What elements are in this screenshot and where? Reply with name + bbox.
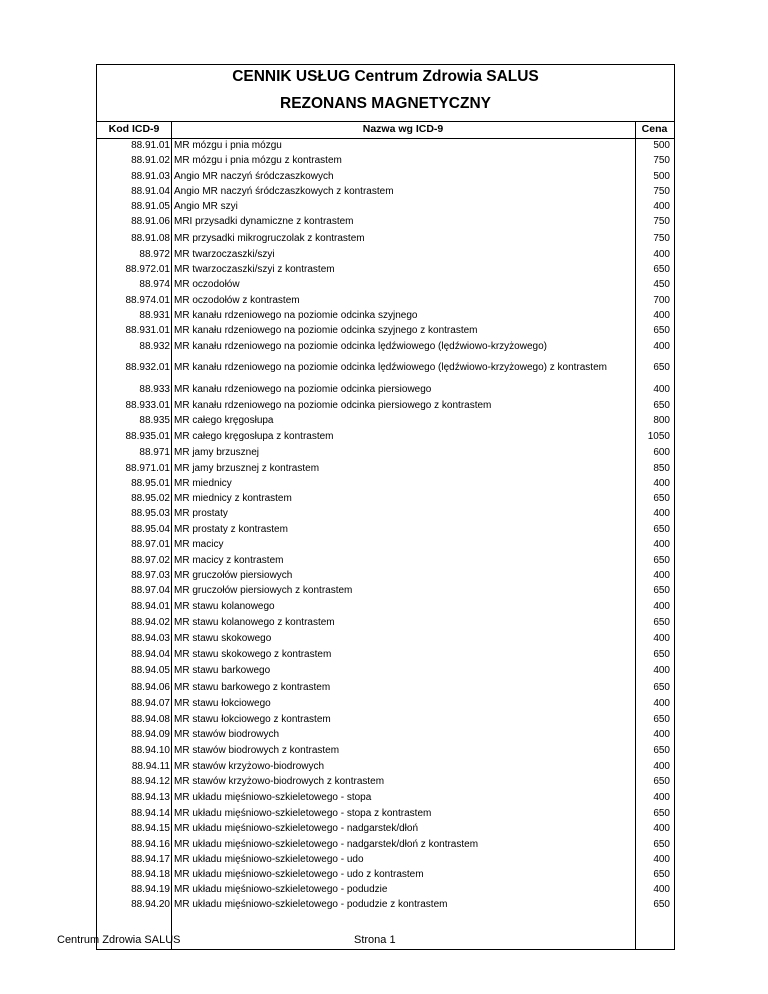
row-code: 88.932 <box>139 341 170 352</box>
row-name: MR układu mięśniowo-szkieletowego - udo <box>174 854 364 865</box>
table-row <box>97 598 674 615</box>
row-code: 88.94.10 <box>131 745 170 756</box>
row-code: 88.94.04 <box>131 649 170 660</box>
column-header-name: Nazwa wg ICD-9 <box>362 123 444 135</box>
row-price: 650 <box>653 899 670 910</box>
row-price: 500 <box>653 171 670 182</box>
table-row <box>97 184 674 199</box>
row-name: MR całego kręgosłupa z kontrastem <box>174 431 334 442</box>
row-name: MR stawu skokowego z kontrastem <box>174 649 332 660</box>
row-price: 400 <box>653 792 670 803</box>
table-row <box>97 355 674 381</box>
row-price: 400 <box>653 729 670 740</box>
page-subtitle: REZONANS MAGNETYCZNY <box>280 95 491 112</box>
row-name: MR całego kręgosłupa <box>174 415 274 426</box>
row-code: 88.91.06 <box>131 216 170 227</box>
row-name: MR kanału rdzeniowego na poziomie odcinka szyjnego z kontrastem <box>174 325 478 336</box>
row-code: 88.935 <box>139 415 170 426</box>
row-name: MR stawu łokciowego z kontrastem <box>174 714 331 725</box>
row-price: 400 <box>653 665 670 676</box>
row-name: MR prostaty <box>174 508 228 519</box>
header-divider <box>97 121 674 122</box>
row-name: MR stawu kolanowego <box>174 601 275 612</box>
table-row <box>97 727 674 743</box>
table-row <box>97 647 674 663</box>
row-name: Angio MR naczyń śródczaszkowych <box>174 171 334 182</box>
table-row <box>97 882 674 897</box>
row-code: 88.97.04 <box>131 585 170 596</box>
row-name: MR kanału rdzeniowego na poziomie odcinka piersiowego z kontrastem <box>174 400 492 411</box>
row-code: 88.94.20 <box>131 899 170 910</box>
table-row <box>97 139 674 153</box>
row-price: 750 <box>653 233 670 244</box>
table-row <box>97 381 674 398</box>
row-price: 650 <box>653 585 670 596</box>
row-code: 88.931 <box>139 310 170 321</box>
row-code: 88.94.17 <box>131 854 170 865</box>
row-price: 650 <box>653 524 670 535</box>
table-row <box>97 308 674 323</box>
row-code: 88.94.18 <box>131 869 170 880</box>
row-name: MR kanału rdzeniowego na poziomie odcinka szyjnego <box>174 310 418 321</box>
row-name: MR mózgu i pnia mózgu z kontrastem <box>174 155 342 166</box>
row-name: MR stawów biodrowych <box>174 729 280 740</box>
row-price: 650 <box>653 617 670 628</box>
row-code: 88.91.02 <box>131 155 170 166</box>
row-name: MR stawu skokowego <box>174 633 272 644</box>
row-price: 650 <box>653 776 670 787</box>
row-name: MR układu mięśniowo-szkieletowego - podudzie z kontrastem <box>174 899 448 910</box>
table-row <box>97 338 674 355</box>
row-name: MR macicy <box>174 539 224 550</box>
row-code: 88.95.02 <box>131 493 170 504</box>
table-row <box>97 461 674 476</box>
row-code: 88.972 <box>139 249 170 260</box>
row-name: MR układu mięśniowo-szkieletowego - stopa z kontrastem <box>174 808 432 819</box>
row-price: 400 <box>653 601 670 612</box>
row-code: 88.974 <box>139 279 170 290</box>
row-name: MR układu mięśniowo-szkieletowego - podudzie <box>174 884 388 895</box>
row-name: MR stawów biodrowych z kontrastem <box>174 745 340 756</box>
row-name: MR stawu kolanowego z kontrastem <box>174 617 335 628</box>
price-list-sheet <box>96 64 675 950</box>
row-code: 88.95.01 <box>131 478 170 489</box>
row-name: MR stawów krzyżowo-biodrowych <box>174 761 325 772</box>
row-code: 88.94.08 <box>131 714 170 725</box>
row-code: 88.94.11 <box>131 761 170 772</box>
row-name: MR przysadki mikrogruczolak z kontrastem <box>174 233 365 244</box>
row-code: 88.95.04 <box>131 524 170 535</box>
row-code: 88.94.14 <box>131 808 170 819</box>
row-price: 650 <box>653 745 670 756</box>
table-row <box>97 277 674 293</box>
table-row <box>97 775 674 789</box>
row-code: 88.935.01 <box>125 431 170 442</box>
row-code: 88.933.01 <box>125 400 170 411</box>
row-name: MR mózgu i pnia mózgu <box>174 140 282 151</box>
table-row <box>97 199 674 214</box>
row-name: MR stawu łokciowego <box>174 698 271 709</box>
row-price: 650 <box>653 682 670 693</box>
row-price: 800 <box>653 415 670 426</box>
row-price: 650 <box>653 869 670 880</box>
row-code: 88.94.05 <box>131 665 170 676</box>
row-name: MR kanału rdzeniowego na poziomie odcinka lędźwiowego (lędźwiowo-krzyżowego) z kontrastem <box>174 362 607 373</box>
table-row <box>97 897 674 912</box>
table-row <box>97 293 674 308</box>
table-row <box>97 522 674 537</box>
row-code: 88.91.04 <box>131 186 170 197</box>
row-price: 650 <box>653 649 670 660</box>
row-price: 750 <box>653 186 670 197</box>
table-row <box>97 679 674 696</box>
table-row <box>97 696 674 712</box>
table-row <box>97 630 674 647</box>
row-name: MR układu mięśniowo-szkieletowego - stopa <box>174 792 372 803</box>
row-code: 88.94.19 <box>131 884 170 895</box>
row-name: MR gruczołów piersiowych <box>174 570 293 581</box>
table-row <box>97 553 674 568</box>
table-row <box>97 262 674 277</box>
row-name: MR macicy z kontrastem <box>174 555 284 566</box>
row-code: 88.94.01 <box>131 601 170 612</box>
column-header-price: Cena <box>641 123 668 135</box>
column-header-code: Kod ICD-9 <box>108 123 160 135</box>
footer-company: Centrum Zdrowia SALUS <box>57 934 181 946</box>
row-name: MR miednicy z kontrastem <box>174 493 292 504</box>
row-name: MR twarzoczaszki/szyi <box>174 249 275 260</box>
row-price: 400 <box>653 478 670 489</box>
row-price: 400 <box>653 341 670 352</box>
row-price: 400 <box>653 633 670 644</box>
table-row <box>97 169 674 184</box>
row-price: 400 <box>653 854 670 865</box>
row-name: MR kanału rdzeniowego na poziomie odcinka lędźwiowego (lędźwiowo-krzyżowego) <box>174 341 547 352</box>
row-code: 88.91.01 <box>131 140 170 151</box>
row-code: 88.94.09 <box>131 729 170 740</box>
row-code: 88.95.03 <box>131 508 170 519</box>
row-code: 88.932.01 <box>125 362 170 373</box>
row-price: 700 <box>653 295 670 306</box>
row-price: 650 <box>653 362 670 373</box>
footer-page-number: Strona 1 <box>354 934 396 946</box>
row-code: 88.91.03 <box>131 171 170 182</box>
row-name: MR układu mięśniowo-szkieletowego - nadgarstek/dłoń <box>174 823 419 834</box>
table-row <box>97 568 674 583</box>
table-row <box>97 506 674 522</box>
row-price: 650 <box>653 400 670 411</box>
row-price: 400 <box>653 539 670 550</box>
table-row <box>97 413 674 428</box>
row-code: 88.933 <box>139 384 170 395</box>
row-name: Angio MR szyi <box>174 201 238 212</box>
row-price: 650 <box>653 714 670 725</box>
row-code: 88.931.01 <box>125 325 170 336</box>
row-code: 88.97.02 <box>131 555 170 566</box>
row-price: 400 <box>653 384 670 395</box>
table-row <box>97 821 674 837</box>
table-row <box>97 615 674 630</box>
row-price: 650 <box>653 493 670 504</box>
row-code: 88.972.01 <box>125 264 170 275</box>
table-row <box>97 323 674 338</box>
table-row <box>97 743 674 758</box>
row-price: 400 <box>653 508 670 519</box>
row-name: MRI przysadki dynamiczne z kontrastem <box>174 216 354 227</box>
table-row <box>97 789 674 806</box>
row-name: MR gruczołów piersiowych z kontrastem <box>174 585 353 596</box>
row-name: MR stawu barkowego <box>174 665 271 676</box>
row-name: MR kanału rdzeniowego na poziomie odcinka piersiowego <box>174 384 432 395</box>
row-name: MR oczodołów z kontrastem <box>174 295 300 306</box>
row-name: MR układu mięśniowo-szkieletowego - udo z kontrastem <box>174 869 424 880</box>
row-price: 650 <box>653 839 670 850</box>
row-price: 850 <box>653 463 670 474</box>
row-price: 750 <box>653 155 670 166</box>
row-price: 400 <box>653 884 670 895</box>
row-code: 88.94.12 <box>131 776 170 787</box>
table-row <box>97 476 674 491</box>
table-row <box>97 712 674 727</box>
row-price: 650 <box>653 325 670 336</box>
table-row <box>97 428 674 445</box>
table-row <box>97 398 674 413</box>
row-code: 88.94.07 <box>131 698 170 709</box>
row-name: MR stawów krzyżowo-biodrowych z kontrastem <box>174 776 385 787</box>
row-price: 750 <box>653 216 670 227</box>
row-price: 650 <box>653 264 670 275</box>
table-row <box>97 214 674 230</box>
table-row <box>97 663 674 679</box>
row-code: 88.971 <box>139 447 170 458</box>
table-row <box>97 806 674 821</box>
row-price: 500 <box>653 140 670 151</box>
row-code: 88.94.15 <box>131 823 170 834</box>
row-price: 400 <box>653 201 670 212</box>
row-name: MR jamy brzusznej <box>174 447 260 458</box>
table-row <box>97 445 674 461</box>
table-row <box>97 583 674 598</box>
row-code: 88.94.03 <box>131 633 170 644</box>
row-name: MR twarzoczaszki/szyi z kontrastem <box>174 264 335 275</box>
row-code: 88.94.06 <box>131 682 170 693</box>
row-code: 88.97.03 <box>131 570 170 581</box>
row-code: 88.91.08 <box>131 233 170 244</box>
row-price: 450 <box>653 279 670 290</box>
page-title: CENNIK USŁUG Centrum Zdrowia SALUS <box>232 68 539 85</box>
row-code: 88.94.13 <box>131 792 170 803</box>
row-name: Angio MR naczyń śródczaszkowych z kontrastem <box>174 186 394 197</box>
row-code: 88.94.02 <box>131 617 170 628</box>
table-row <box>97 537 674 553</box>
row-price: 400 <box>653 761 670 772</box>
table-row <box>97 758 674 775</box>
row-name: MR oczodołów <box>174 279 240 290</box>
table-row <box>97 852 674 867</box>
table-row <box>97 837 674 852</box>
row-name: MR prostaty z kontrastem <box>174 524 288 535</box>
table-row <box>97 491 674 506</box>
row-price: 650 <box>653 555 670 566</box>
row-price: 400 <box>653 310 670 321</box>
row-price: 650 <box>653 808 670 819</box>
price-table-body <box>97 139 674 912</box>
table-row <box>97 230 674 247</box>
row-price: 400 <box>653 570 670 581</box>
row-price: 1050 <box>647 431 670 442</box>
row-name: MR miednicy <box>174 478 232 489</box>
row-price: 400 <box>653 823 670 834</box>
row-code: 88.971.01 <box>125 463 170 474</box>
table-row <box>97 247 674 262</box>
row-price: 400 <box>653 249 670 260</box>
table-row <box>97 867 674 882</box>
row-name: MR jamy brzusznej z kontrastem <box>174 463 320 474</box>
row-price: 400 <box>653 698 670 709</box>
row-name: MR układu mięśniowo-szkieletowego - nadgarstek/dłoń z kontrastem <box>174 839 479 850</box>
row-code: 88.974.01 <box>125 295 170 306</box>
row-code: 88.94.16 <box>131 839 170 850</box>
row-name: MR stawu barkowego z kontrastem <box>174 682 331 693</box>
table-row <box>97 153 674 169</box>
row-price: 600 <box>653 447 670 458</box>
row-code: 88.91.05 <box>131 201 170 212</box>
row-code: 88.97.01 <box>131 539 170 550</box>
